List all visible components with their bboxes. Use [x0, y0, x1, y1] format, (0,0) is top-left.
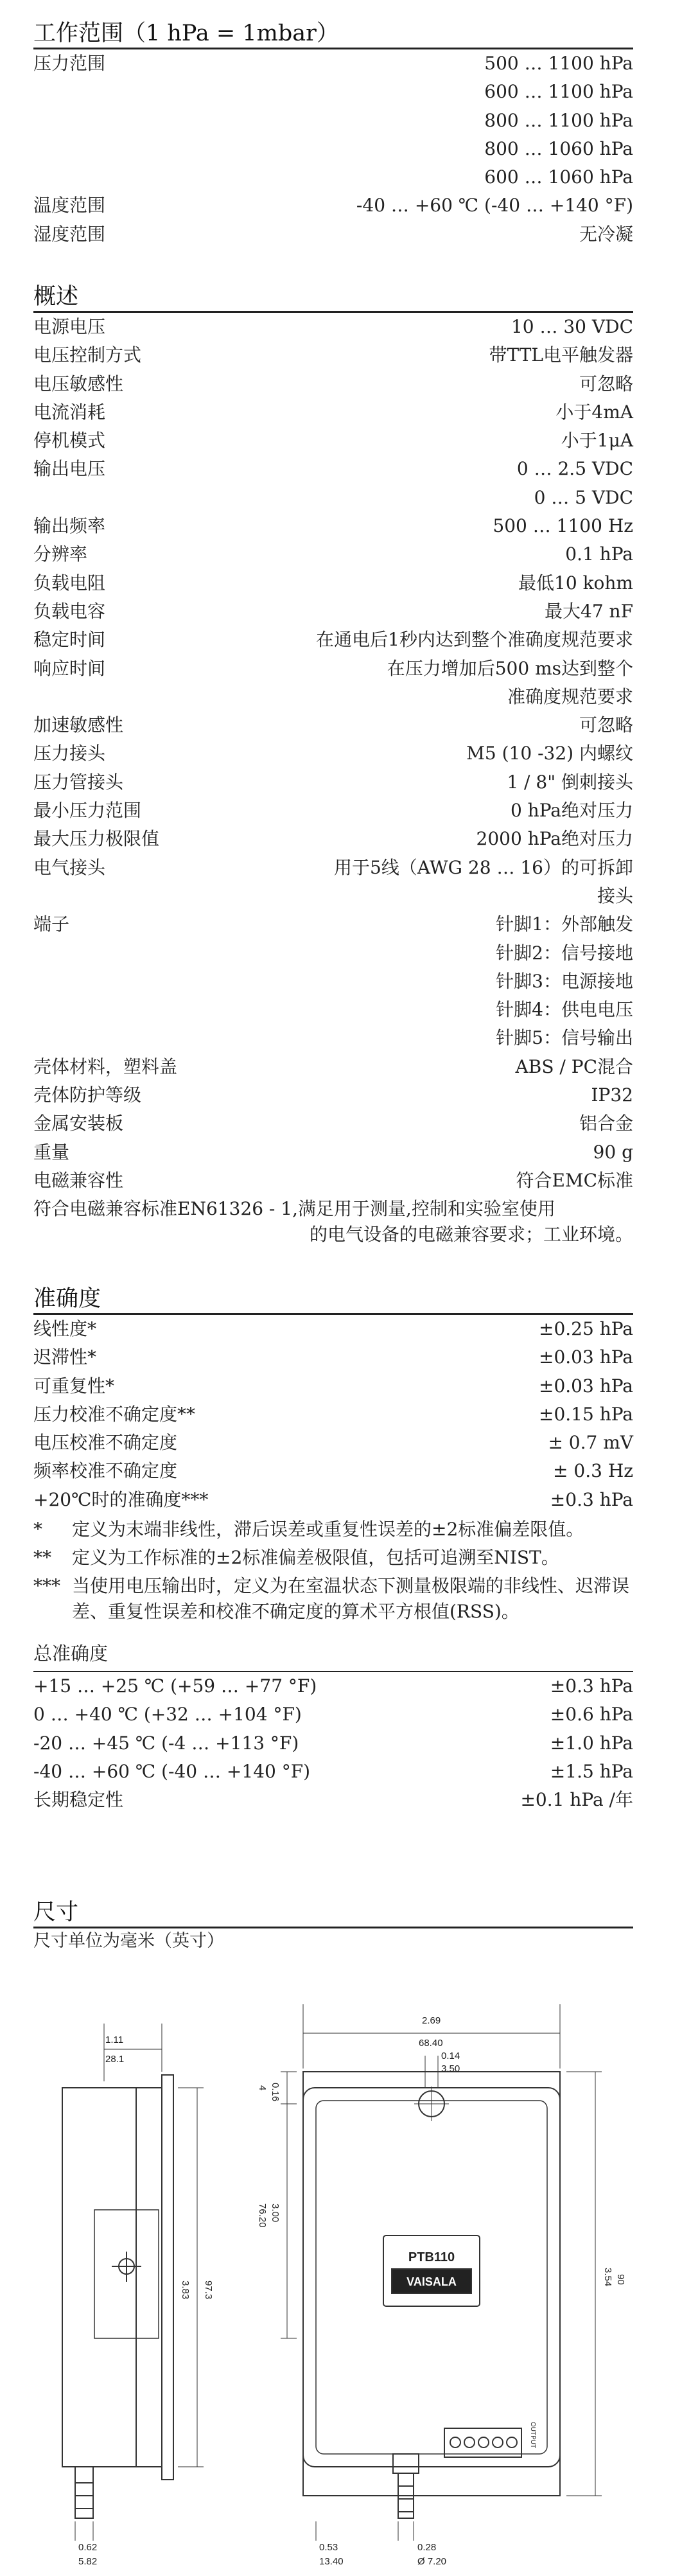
overview-label: 金属安装板: [33, 1113, 124, 1134]
overview-value: 0.1 hPa: [565, 543, 633, 565]
working-range-label: 湿度范围: [33, 223, 106, 245]
overview-row: [33, 484, 633, 512]
overview-row: [33, 569, 633, 597]
overview-label: 最小压力范围: [33, 800, 142, 822]
overview-value: 用于5线（AWG 28 … 16）的可拆卸: [333, 856, 633, 878]
total-accuracy-row: [33, 1700, 633, 1729]
overview-value: 针脚3：电源接地: [496, 970, 633, 992]
overview-row: [33, 939, 633, 967]
dim-front-w-mm: 68.40: [419, 2038, 443, 2049]
accuracy-section: [33, 1285, 633, 1815]
overview-label: 响应时间: [33, 657, 106, 679]
footnote-text: 定义为工作标准的±2标准偏差极限值，包括可追溯至NIST。: [72, 1547, 559, 1569]
accuracy-label: 频率校准不确定度: [33, 1460, 178, 1482]
working-range-value: 无冷凝: [579, 223, 633, 245]
side-fitting: [75, 2467, 93, 2518]
overview-row: [33, 655, 633, 683]
overview-row: [33, 882, 633, 910]
overview-row: [33, 540, 633, 569]
overview-label: 负载电阻: [33, 572, 106, 594]
overview-label: 电磁兼容性: [33, 1169, 124, 1191]
footnote: [33, 1517, 633, 1542]
overview-label: 停机模式: [33, 430, 106, 452]
terminal-tag: OUTPUT: [529, 2422, 536, 2449]
overview-label: 负载电容: [33, 600, 106, 622]
total-accuracy-label: +15 … +25 ℃ (+59 … +77 °F): [33, 1675, 317, 1697]
emc-note-line-2: 的电气设备的电磁兼容要求；工业环境。: [309, 1224, 633, 1246]
overview-value: 小于4mA: [555, 401, 633, 423]
overview-row: [33, 597, 633, 626]
dim-fit-mm: 13.40: [319, 2556, 344, 2567]
accuracy-row: [33, 1486, 633, 1514]
footnote-text: 当使用电压输出时，定义为在室温状态下测量极限端的非线性、迟滞误差、重复性误差和校准不确定度的算术平方根值(RSS)。: [72, 1575, 630, 1623]
overview-label: 壳体材料，塑料盖: [33, 1055, 178, 1077]
dim-hole-mm: 3.50: [441, 2063, 460, 2074]
total-accuracy-value: ±0.3 hPa: [550, 1675, 633, 1697]
section-title: 准确度: [33, 1286, 101, 1312]
overview-row: [33, 341, 633, 369]
overview-value: IP32: [591, 1084, 633, 1106]
accuracy-label: 压力校准不确定度**: [33, 1403, 196, 1425]
overview-row: [33, 854, 633, 882]
dimension-drawing: [33, 1979, 633, 2570]
dim-front-w-in: 2.69: [422, 2015, 441, 2026]
overview-label: 电压控制方式: [33, 344, 142, 366]
overview-value: 最低10 kohm: [518, 572, 633, 594]
overview-value: ABS / PC混合: [515, 1055, 633, 1077]
dim-mount-mm: 76.20: [257, 2203, 268, 2228]
overview-row: [33, 967, 633, 996]
overview-label: 分辨率: [33, 543, 88, 565]
overview-table: [33, 313, 633, 1195]
front-fitting: [393, 2454, 419, 2473]
total-accuracy-value: ±0.6 hPa: [550, 1704, 633, 1725]
overview-label: 壳体防护等级: [33, 1084, 142, 1106]
accuracy-label: 电压校准不确定度: [33, 1432, 178, 1454]
overview-value: 0 hPa绝对压力: [510, 800, 633, 822]
total-accuracy-row: [33, 1758, 633, 1786]
total-accuracy-value: ±1.5 hPa: [550, 1760, 633, 1782]
total-accuracy-label: -20 … +45 ℃ (-4 … +113 °F): [33, 1732, 299, 1754]
overview-value: 2000 hPa绝对压力: [476, 828, 633, 850]
footnote-marker: *: [33, 1519, 42, 1540]
overview-value: 在压力增加后500 ms达到整个: [387, 657, 633, 679]
accuracy-row: [33, 1457, 633, 1485]
dim-side-bot-in: 0.62: [78, 2542, 98, 2553]
working-range-label: [33, 135, 220, 163]
working-range-value: 500 … 1100 hPa: [484, 53, 633, 74]
overview-row: [33, 1053, 633, 1081]
accuracy-label: 迟滞性*: [33, 1346, 97, 1368]
dim-fit-in: 0.53: [319, 2542, 338, 2553]
total-accuracy-value: ±0.1 hPa /年: [520, 1789, 633, 1811]
overview-row: [33, 1138, 633, 1167]
overview-label: [33, 939, 220, 967]
working-range-row: [33, 191, 633, 220]
overview-section: [33, 283, 633, 1248]
working-range-table: [33, 49, 633, 249]
overview-row: [33, 711, 633, 739]
overview-row: [33, 427, 633, 455]
accuracy-value: ± 0.3 Hz: [553, 1460, 633, 1482]
working-range-value: 600 … 1060 hPa: [484, 166, 633, 188]
accuracy-row: [33, 1343, 633, 1372]
overview-label: 加速敏感性: [33, 714, 124, 736]
overview-label: 电气接头: [33, 856, 106, 878]
overview-label: [33, 1024, 220, 1052]
dimensions-section: [33, 1898, 633, 1954]
overview-label: [33, 484, 220, 512]
total-accuracy-label: 0 … +40 ℃ (+32 … +104 °F): [33, 1704, 302, 1725]
working-range-label: 温度范围: [33, 195, 106, 216]
working-range-row: [33, 107, 633, 135]
overview-value: 带TTL电平触发器: [489, 344, 633, 366]
working-range-row: [33, 135, 633, 163]
overview-value: 500 … 1100 Hz: [493, 515, 633, 537]
section-title: 工作范围（1 hPa = 1mbar）: [33, 21, 339, 46]
total-accuracy-title: 总准确度: [33, 1643, 109, 1665]
footnote: [33, 1573, 633, 1625]
dim-front-h-in: 3.54: [602, 2268, 613, 2287]
overview-label: 压力接头: [33, 743, 106, 764]
overview-value: 符合EMC标准: [516, 1169, 633, 1191]
overview-label: 电源电压: [33, 316, 106, 337]
total-accuracy-table: [33, 1672, 633, 1814]
overview-label: 稳定时间: [33, 629, 106, 651]
dim-side-height-mm: 97.3: [203, 2280, 214, 2300]
overview-row: [33, 1024, 633, 1052]
side-view-body: [62, 2088, 162, 2467]
brand-logo: VAISALA: [406, 2275, 457, 2288]
accuracy-row: [33, 1400, 633, 1429]
footnote-marker: **: [33, 1547, 51, 1569]
overview-row: [33, 1081, 633, 1109]
overview-value: 10 … 30 VDC: [511, 316, 633, 337]
footnote: [33, 1545, 633, 1571]
dim-hole-off-in: 0.16: [270, 2083, 281, 2102]
working-range-label: [33, 78, 220, 106]
overview-value: 针脚1：外部触发: [496, 913, 633, 935]
overview-label: 电流消耗: [33, 401, 106, 423]
emc-note-line-1: 符合电磁兼容标准EN61326 - 1,满足用于测量,控制和实验室使用: [33, 1198, 555, 1220]
accuracy-value: ±0.25 hPa: [538, 1318, 633, 1339]
overview-value: 0 … 5 VDC: [534, 486, 633, 508]
overview-value: 可忽略: [579, 373, 633, 394]
terminal-block: [444, 2428, 521, 2457]
section-title: 概述: [33, 284, 79, 310]
overview-value: 铝合金: [579, 1113, 633, 1134]
accuracy-row: [33, 1315, 633, 1343]
total-accuracy-label: -40 … +60 ℃ (-40 … +140 °F): [33, 1760, 311, 1782]
overview-row: [33, 455, 633, 483]
overview-value: 针脚5：信号输出: [496, 1027, 633, 1049]
overview-label: [33, 882, 220, 910]
dim-front-h-mm: 90: [615, 2274, 626, 2285]
overview-value: 90 g: [593, 1141, 633, 1163]
working-range-row: [33, 163, 633, 191]
accuracy-label: +20℃时的准确度***: [33, 1488, 209, 1510]
footnotes: [33, 1517, 633, 1625]
working-range-label: 压力范围: [33, 53, 106, 74]
working-range-label: [33, 107, 220, 135]
overview-value: 在通电后1秒内达到整个准确度规范要求: [316, 629, 633, 651]
overview-row: [33, 1167, 633, 1195]
total-accuracy-row: [33, 1672, 633, 1700]
total-accuracy-value: ±1.0 hPa: [550, 1732, 633, 1754]
working-range-row: [33, 49, 633, 78]
overview-label: 最大压力极限值: [33, 828, 160, 850]
dim-tube-mm: Ø 7.20: [417, 2556, 447, 2567]
total-accuracy-row: [33, 1729, 633, 1758]
dim-side-bot-mm: 5.82: [78, 2556, 98, 2567]
overview-label: 输出频率: [33, 515, 106, 537]
section-title: 尺寸: [33, 1900, 79, 1925]
dim-tube-in: 0.28: [417, 2542, 437, 2553]
working-range-row: [33, 78, 633, 106]
overview-row: [33, 398, 633, 427]
overview-label: 电压敏感性: [33, 373, 124, 394]
overview-value: 准确度规范要求: [507, 685, 633, 707]
accuracy-table: [33, 1315, 633, 1514]
overview-row: [33, 370, 633, 398]
accuracy-label: 线性度*: [33, 1318, 97, 1339]
overview-row: [33, 626, 633, 654]
overview-row: [33, 825, 633, 853]
dim-side-height: 3.83: [180, 2280, 191, 2300]
overview-row: [33, 1109, 633, 1138]
overview-value: 小于1μA: [561, 430, 633, 452]
overview-label: [33, 683, 220, 711]
accuracy-value: ±0.15 hPa: [538, 1403, 633, 1425]
overview-label: [33, 996, 220, 1024]
overview-row: [33, 910, 633, 939]
working-range-value: 800 … 1060 hPa: [484, 137, 633, 159]
overview-label: 输出电压: [33, 458, 106, 480]
dim-side-top-mm: 28.1: [105, 2054, 125, 2065]
working-range-section: [33, 19, 633, 249]
model-label: PTB110: [408, 2250, 455, 2264]
working-range-value: 600 … 1100 hPa: [484, 81, 633, 103]
overview-row: [33, 512, 633, 540]
overview-value: 针脚2：信号接地: [496, 942, 633, 964]
dimensions-subtitle: 尺寸单位为毫米（英寸）: [33, 1931, 224, 1951]
overview-value: 可忽略: [579, 714, 633, 736]
overview-label: 端子: [33, 913, 70, 935]
accuracy-row: [33, 1429, 633, 1457]
side-mount-plate: [162, 2075, 173, 2480]
overview-row: [33, 683, 633, 711]
overview-row: [33, 768, 633, 797]
footnote-marker: ***: [33, 1575, 60, 1597]
accuracy-row: [33, 1372, 633, 1400]
accuracy-value: ±0.03 hPa: [538, 1375, 633, 1397]
overview-row: [33, 797, 633, 825]
total-accuracy-row: [33, 1786, 633, 1814]
overview-value: M5 (10 -32) 内螺纹: [466, 743, 633, 764]
overview-value: 接头: [597, 885, 633, 906]
working-range-value: 800 … 1100 hPa: [484, 109, 633, 131]
working-range-row: [33, 220, 633, 249]
accuracy-value: ±0.03 hPa: [538, 1346, 633, 1368]
dim-mount-in: 3.00: [270, 2203, 281, 2223]
dim-side-top-in: 1.11: [105, 2034, 124, 2045]
overview-row: [33, 739, 633, 768]
overview-label: [33, 967, 220, 996]
working-range-value: -40 … +60 ℃ (-40 … +140 °F): [356, 195, 633, 216]
dim-hole-in: 0.14: [441, 2051, 460, 2061]
overview-value: 1 / 8" 倒刺接头: [507, 771, 633, 793]
accuracy-value: ±0.3 hPa: [550, 1488, 633, 1510]
overview-value: 最大47 nF: [545, 600, 633, 622]
overview-value: 0 … 2.5 VDC: [516, 458, 633, 480]
accuracy-value: ± 0.7 mV: [548, 1432, 633, 1454]
overview-label: 重量: [33, 1141, 70, 1163]
footnote-text: 定义为末端非线性，滞后误差或重复性误差的±2标准偏差限值。: [72, 1519, 584, 1540]
overview-row: [33, 313, 633, 341]
overview-value: 针脚4：供电电压: [496, 999, 633, 1021]
total-accuracy-label: 长期稳定性: [33, 1789, 124, 1811]
working-range-label: [33, 163, 220, 191]
dim-hole-off-mm: 4: [257, 2085, 268, 2091]
accuracy-label: 可重复性*: [33, 1375, 115, 1397]
overview-label: 压力管接头: [33, 771, 124, 793]
overview-row: [33, 996, 633, 1024]
